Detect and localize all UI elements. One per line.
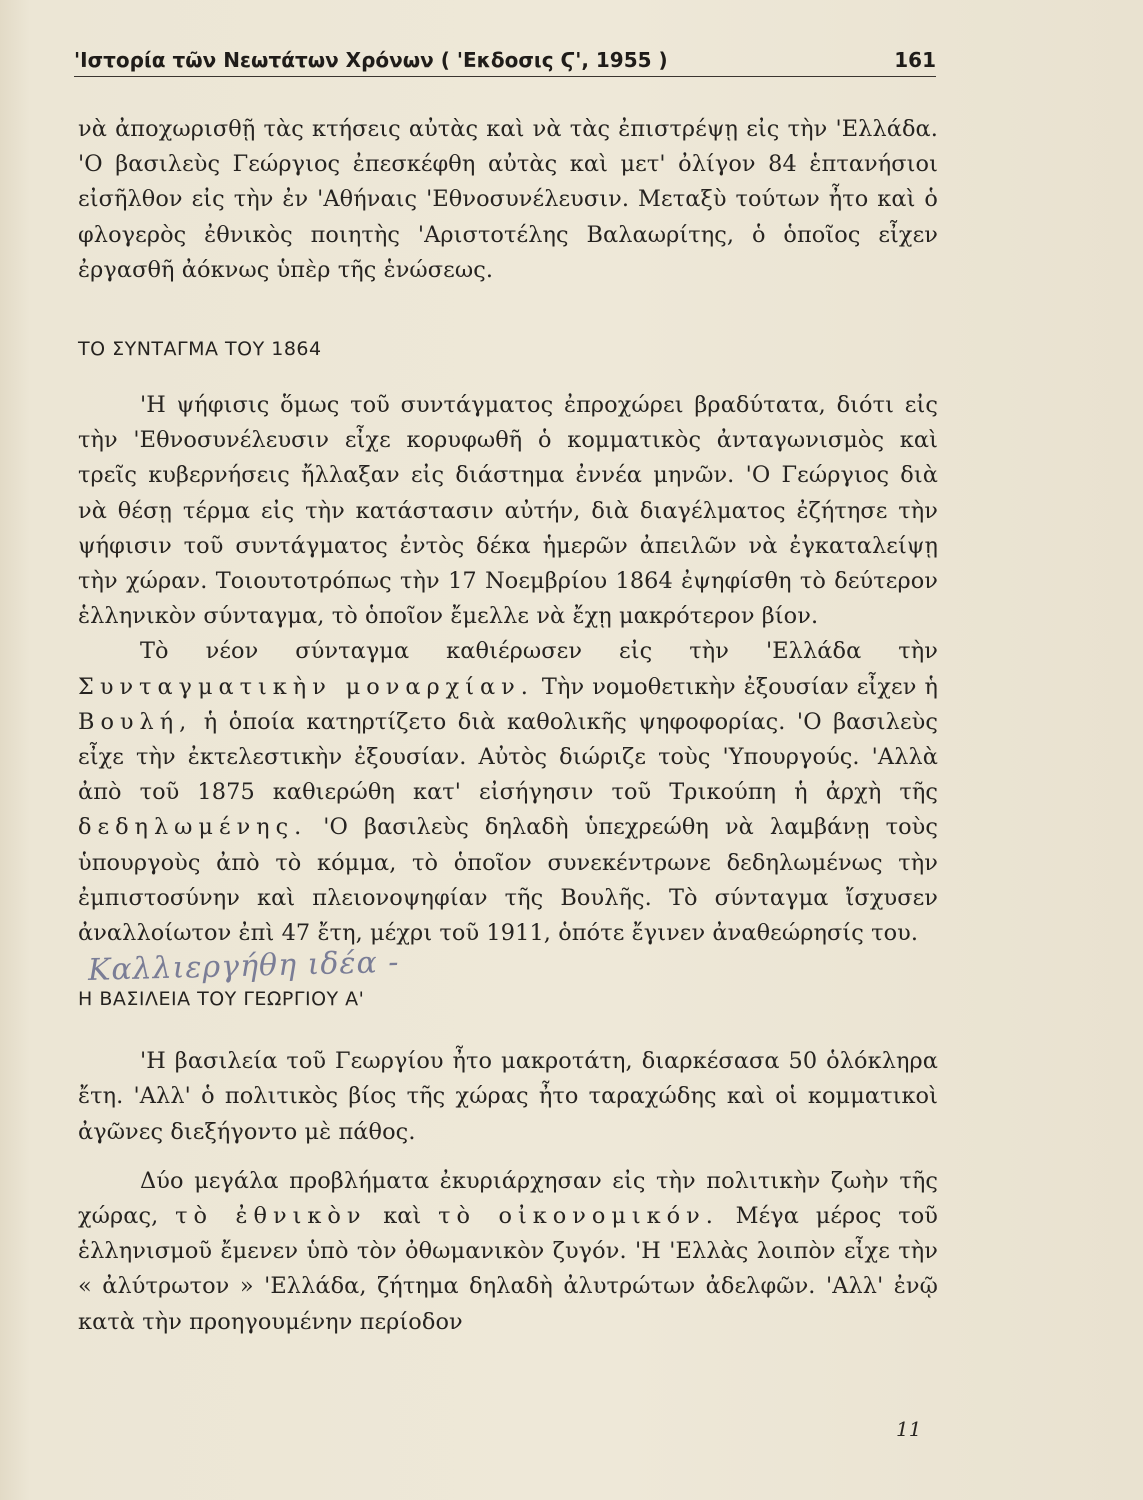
intro-paragraph: νὰ ἀποχωρισθῇ τὰς κτήσεις αὐτὰς καὶ νὰ τὰς ἐπιστρέψῃ εἰς τὴν 'Ελλάδα. 'Ο βασιλεὺς Γεώργιος ἐπεσκέφθη αὐτὰς καὶ μετ' ὀλίγον 84 ἑπτανήσιοι εἰσῆλθον εἰς τὴν ἐν 'Αθήναις 'Εθνοσυνέλευσιν. Μεταξὺ τούτων ἦτο καὶ ὁ φλογερὸς ἐθνικὸς ποιητὴς 'Αριστοτέλης Βαλαωρίτης, ὁ ὁποῖος εἶχεν ἐργασθῆ ἀόκνως ὑπὲρ τῆς ἑνώσεως. <box>78 116 938 283</box>
handwritten-annotation: Καλλιεργήθη ιδέα - <box>87 945 400 989</box>
text-run: ἡ ὁποία κατηρτίζετο διὰ καθολικῆς ψηφοφορίας. 'Ο βασιλεὺς εἶχε τὴν ἐκτελεστικὴν ἐξουσίαν. Αὐτὸς διώριζε τοὺς 'Υπουργούς. 'Αλλὰ ἀπὸ τοῦ 1875 καθιερώθη κατ' εἰσήγησιν τοῦ Τρικούπη ἡ ἀρχὴ τῆς <box>78 708 939 806</box>
section-heading-constitution: ΤΟ ΣΥΝΤΑΓΜΑ ΤΟΥ 1864 <box>78 338 322 361</box>
text-run: 'Ο βασιλεὺς δηλαδὴ ὑπεχρεώθη νὰ λαμβάνῃ τοὺς ὑπουργοὺς ἀπὸ τὸ κόμμα, τὸ ὁποῖον συνεκέντρωνε δεδηλωμένως τὴν ἐμπιστοσύνην καὶ πλειονοψηφίαν τῆς Βουλῆς. Τὸ σύνταγμα ἴσχυσεν ἀναλλοίωτον ἐπὶ 47 ἔτη, μέχρι τοῦ 1911, ὁπότε ἔγινεν ἀναθεώρησίς του. <box>78 814 939 947</box>
page-body <box>78 112 938 1340</box>
spaced-emphasis: τὸ οἰκονομικόν. <box>438 1203 719 1230</box>
section-heading-reign: Η ΒΑΣΙΛΕΙΑ ΤΟΥ ΓΕΩΡΓΙΟΥ Α' <box>78 988 365 1011</box>
spaced-emphasis: Συνταγματικὴν μοναρχίαν. <box>78 673 534 700</box>
spaced-emphasis: τὸ ἐθνικὸν <box>175 1203 367 1230</box>
text-run: Τὸ νέον σύνταγμα καθιέρωσεν εἰς τὴν 'Ελλάδα τὴν <box>140 638 938 665</box>
text-run: καὶ <box>383 1203 422 1230</box>
running-title: 'Ιστορία τῶν Νεωτάτων Χρόνων ( 'Εκδοσις Ϛ', 1955 ) <box>74 48 668 72</box>
text-run: Τὴν νομοθετικὴν ἐξουσίαν εἶχεν ἡ <box>541 673 939 700</box>
paragraph-gap <box>78 1150 938 1164</box>
spaced-emphasis: δεδηλωμένης. <box>78 814 308 841</box>
page-number: 161 <box>894 48 936 72</box>
paragraph-constitution-1: 'Η ψήφισις ὅμως τοῦ συντάγματος ἐπροχώρει βραδύτατα, διότι εἰς τὴν 'Εθνοσυνέλευσιν εἶχε κορυφωθῆ ὁ κομματικὸς ἀνταγωνισμὸς καὶ τρεῖς κυβερνήσεις ἤλλαξαν εἰς διάστημα ἐννέα μηνῶν. 'Ο Γεώργιος διὰ νὰ θέσῃ τέρμα εἰς τὴν κατάστασιν αὐτήν, διὰ διαγέλματος ἐζήτησε τὴν ψήφισιν τοῦ συντάγματος ἐντὸς δέκα ἡμερῶν ἀπειλῶν νὰ ἐγκαταλείψῃ τὴν χώραν. Τοιουτοτρόπως τὴν 17 Νοεμβρίου 1864 ἐψηφίσθη τὸ δεύτερον ἑλληνικὸν σύνταγμα, τὸ ὁποῖον ἔμελλε νὰ ἔχῃ μακρότερον βίον. <box>78 392 938 630</box>
signature-mark: 11 <box>896 1417 922 1441</box>
header-rule <box>74 76 936 77</box>
running-header <box>74 48 936 72</box>
text-run: Δύο μεγάλα προβλήματα ἐκυριάρχησαν εἰς τὴν πολιτικὴν ζωὴν τῆς χώρας, <box>78 1167 938 1230</box>
text-run: Μέγα μέρος τοῦ ἑλληνισμοῦ ἔμενεν ὑπὸ τὸν ὀθωμανικὸν ζυγόν. 'Η 'Ελλὰς λοιπὸν εἶχε τὴν « ἀλύτρωτον » 'Ελλάδα, ζήτημα δηλαδὴ ἀλυτρώτων ἀδελφῶν. 'Αλλ' ἐνῷ κατὰ τὴν προηγουμένην περίοδον <box>78 1203 938 1335</box>
paragraph-constitution-2 <box>78 634 938 951</box>
paragraph-reign-2 <box>78 1164 938 1340</box>
paragraph-reign-1: 'Η βασιλεία τοῦ Γεωργίου ἦτο μακροτάτη, διαρκέσασα 50 ὁλόκληρα ἔτη. 'Αλλ' ὁ πολιτικὸς βίος τῆς χώρας ἦτο ταραχώδης καὶ οἱ κομματικοὶ ἀγῶνες διεξήγοντο μὲ πάθος. <box>78 1048 938 1145</box>
spaced-emphasis: Βουλή, <box>78 708 193 735</box>
